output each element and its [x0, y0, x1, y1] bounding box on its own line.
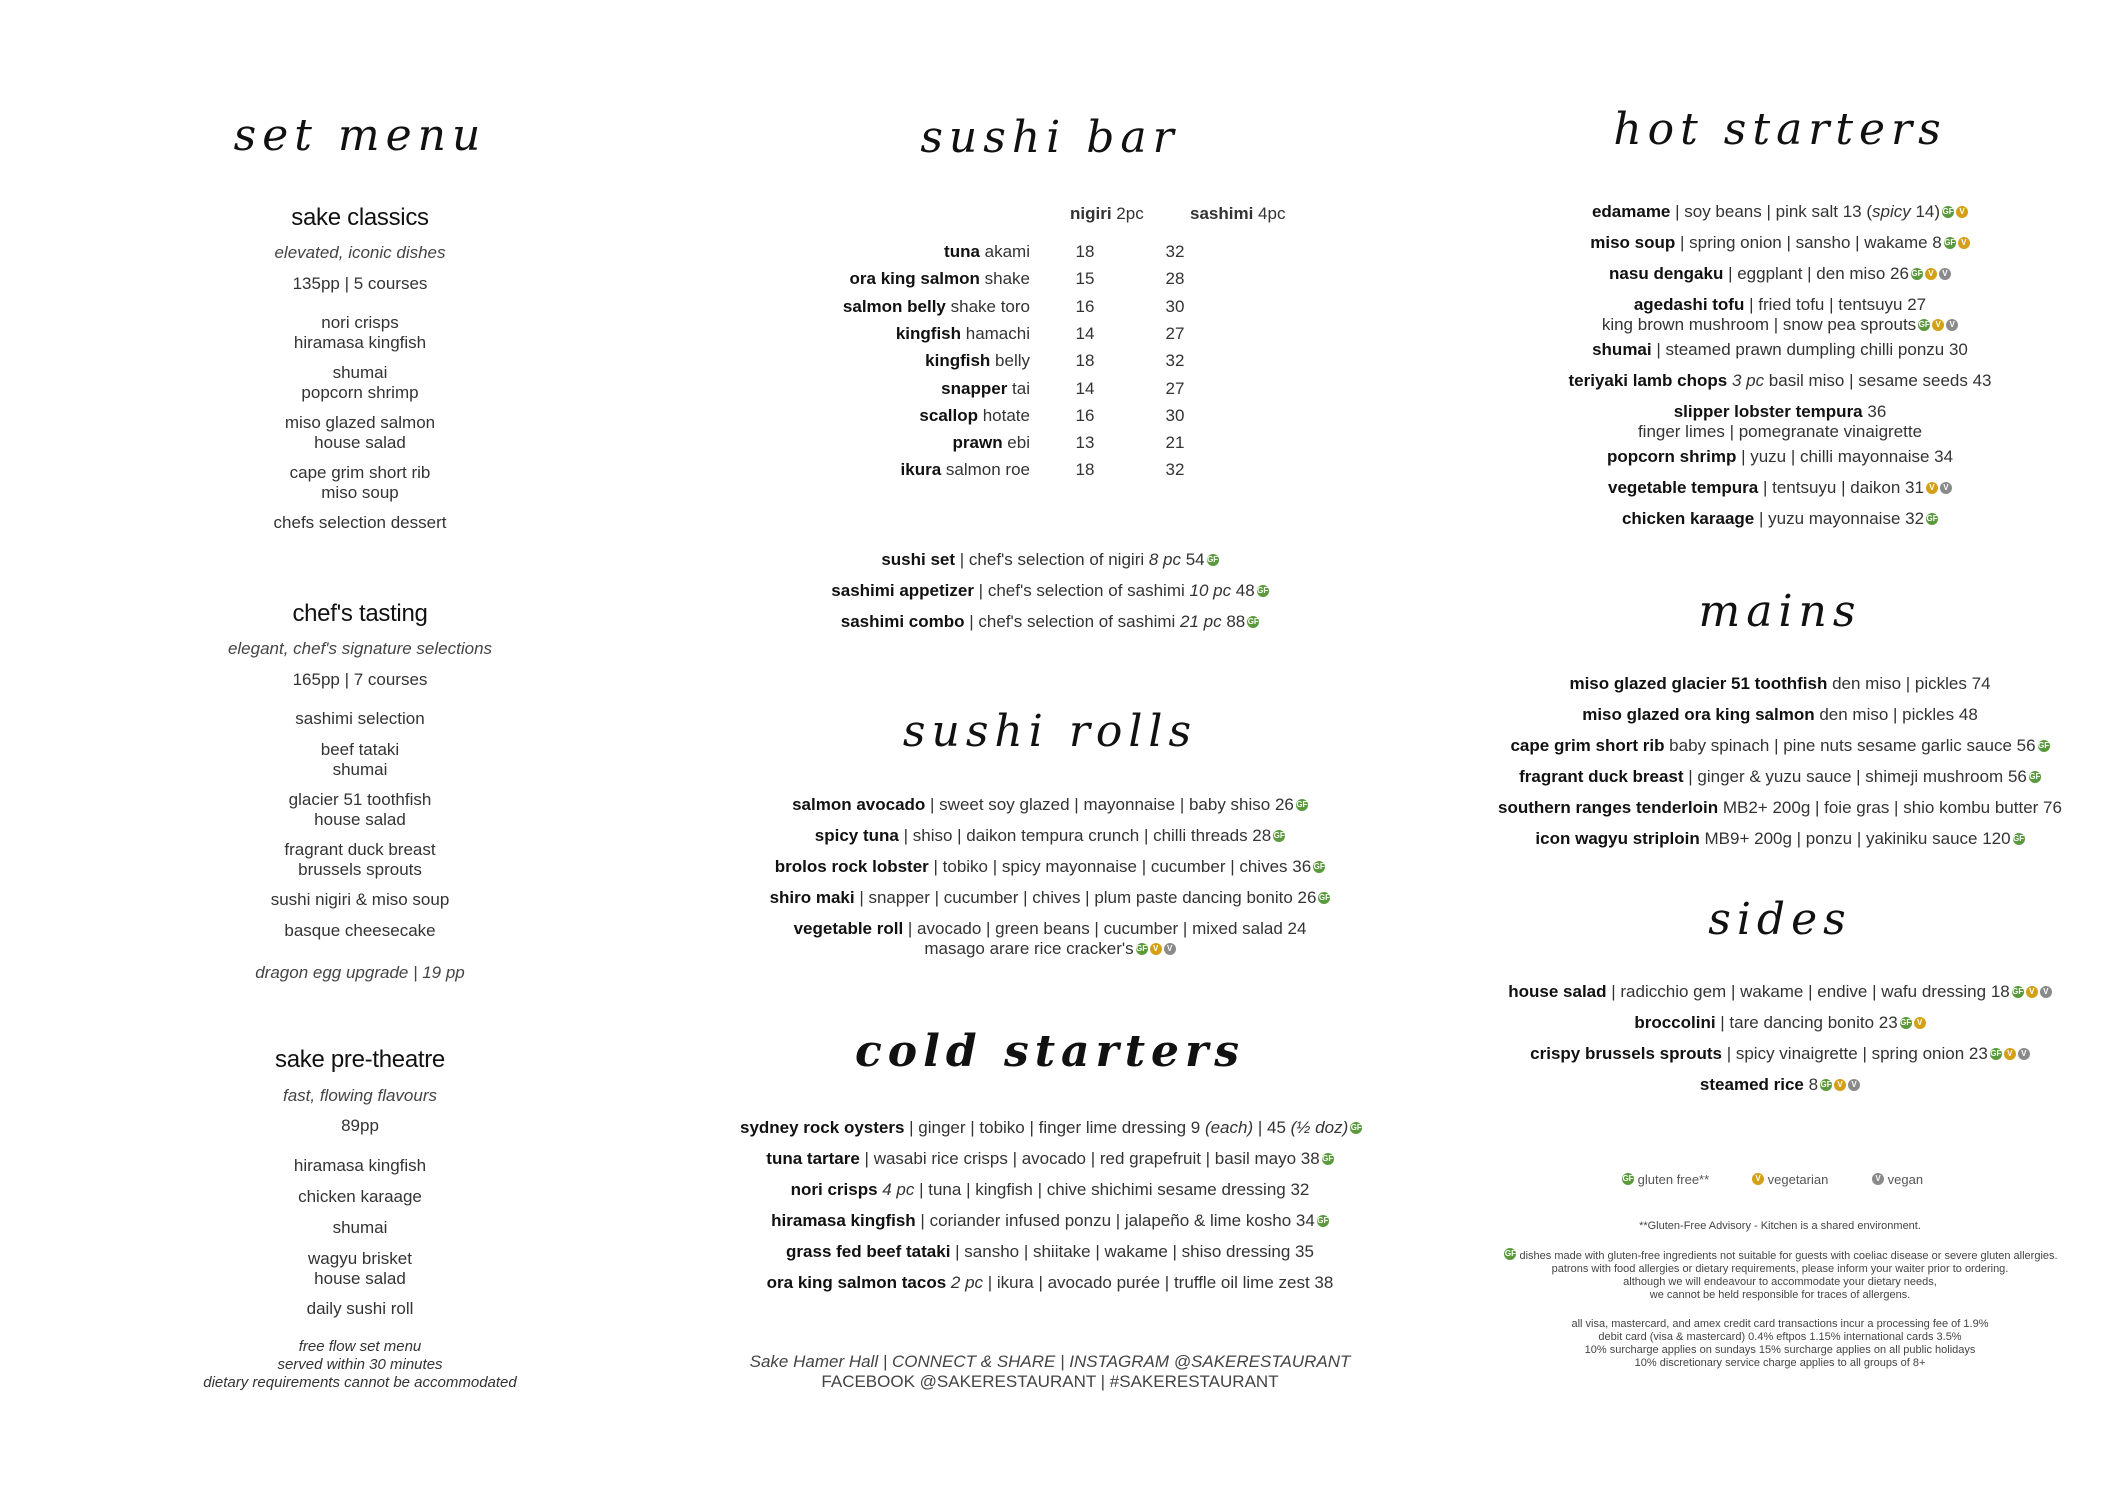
side-item: crispy brussels sprouts | spicy vinaigrette | spring onion 23 GF V V — [1460, 1044, 2100, 1064]
payment-line: debit card (visa & mastercard) 0.4% eftpos 1.15% international cards 3.5% — [1598, 1331, 1962, 1343]
course-item: shumai popcorn shrimp — [301, 363, 419, 402]
sashimi-price: 27 — [1165, 323, 1185, 343]
side-item: steamed rice 8 GF V V — [1460, 1075, 2100, 1095]
fish-name: kingfish hamachi — [895, 323, 1030, 343]
sake-classics-title: sake classics — [291, 204, 429, 231]
nigiri-price: 18 — [1075, 460, 1095, 480]
course-item: hiramasa kingfish — [293, 1156, 427, 1175]
vegetarian-icon: V — [1752, 1173, 1764, 1185]
allergy-notice — [1460, 1248, 2100, 1302]
chefs-tasting-tagline: elegant, chef's signature selections — [227, 639, 493, 658]
vegetarian-icon: V — [1926, 482, 1938, 494]
table-row — [740, 460, 1360, 482]
cold-starter-item: grass fed beef tataki | sansho | shiitake | wakame | shiso dressing 35 — [786, 1242, 1314, 1261]
gluten-free-icon: GF — [1273, 831, 1285, 840]
vegan-icon: V — [1940, 482, 1952, 494]
gluten-free-icon: GF — [1317, 1216, 1329, 1225]
vegan-icon: V — [1164, 943, 1176, 955]
cold-starter-item: nori crisps 4 pc | tuna | kingfish | chive shichimi sesame dressing 32 — [790, 1180, 1310, 1199]
roll-item: spicy tuna | shiso | daikon tempura crunch | chilli threads 28 GF — [814, 826, 1285, 845]
payment-line: 10% surcharge applies on sundays 15% surcharge applies on all public holidays — [1584, 1344, 1976, 1356]
hot-starters-heading: hot starters — [1613, 104, 1947, 155]
gluten-free-icon: GF — [1296, 800, 1308, 809]
sake-classics-tagline: elevated, iconic dishes — [274, 243, 446, 262]
gluten-free-icon: GF — [1504, 1249, 1516, 1258]
allergy-line: patrons with food allergies or dietary requirements, please inform your waiter prior to ordering. — [1551, 1263, 2009, 1275]
course-item: daily sushi roll — [306, 1299, 414, 1318]
gluten-free-icon: GF — [1207, 555, 1219, 564]
gluten-free-icon: GF — [1926, 514, 1938, 523]
side-item: house salad | radicchio gem | wakame | endive | wafu dressing 18 GF V V — [1460, 982, 2100, 1002]
social-footer — [740, 1352, 1360, 1392]
gluten-free-icon: GF — [1257, 586, 1269, 595]
hot-starter-item: vegetable tempura | tentsuyu | daikon 31 V V — [1460, 478, 2100, 498]
sashimi-price: 32 — [1165, 242, 1185, 261]
main-item: cape grim short rib baby spinach | pine nuts sesame garlic sauce 56 GF — [1510, 736, 2050, 755]
sashimi-price: 30 — [1165, 405, 1185, 425]
main-item: miso glazed glacier 51 toothfish den miso | pickles 74 — [1569, 674, 1991, 693]
vegetarian-icon: V — [2004, 1048, 2016, 1060]
nigiri-price: 16 — [1075, 405, 1095, 425]
table-row — [740, 406, 1360, 428]
legend-vegan: V vegan — [1870, 1172, 1923, 1187]
table-row — [740, 297, 1360, 319]
pre-theatre-tagline: fast, flowing flavours — [282, 1086, 437, 1105]
payment-notice — [1460, 1318, 2100, 1370]
sushi-set-item: sushi set | chef's selection of nigiri 8 pc 54 GF — [881, 550, 1219, 569]
cold-starters-heading: cold starters — [855, 1026, 1245, 1077]
cold-starter-item: hiramasa kingfish | coriander infused ponzu | jalapeño & lime kosho 34 GF — [771, 1211, 1329, 1230]
course-item: beef tataki shumai — [320, 740, 400, 779]
sashimi-price: 32 — [1165, 460, 1185, 480]
vegan-icon: V — [1872, 1173, 1884, 1185]
cold-starter-item: tuna tartare | wasabi rice crisps | avocado | red grapefruit | basil mayo 38 GF — [766, 1149, 1334, 1168]
main-item: southern ranges tenderloin MB2+ 200g | foie gras | shio kombu butter 76 — [1498, 798, 2062, 817]
main-item: miso glazed ora king salmon den miso | pickles 48 — [1582, 705, 1978, 724]
pre-theatre-price: 89pp — [341, 1116, 379, 1135]
sushi-set-item: sashimi appetizer | chef's selection of sashimi 10 pc 48 GF — [831, 581, 1269, 600]
gluten-free-icon: GF — [1318, 893, 1330, 902]
nigiri-column-header: nigiri 2pc — [1070, 204, 1144, 223]
hot-starter-item: chicken karaage | yuzu mayonnaise 32 GF — [1621, 509, 1938, 528]
course-item: wagyu brisket house salad — [308, 1249, 412, 1288]
fish-name: salmon belly shake toro — [842, 296, 1030, 316]
table-row — [740, 269, 1360, 291]
fish-name: snapper tai — [941, 378, 1030, 398]
gluten-free-icon: GF — [1622, 1174, 1634, 1183]
roll-item: brolos rock lobster | tobiko | spicy mayonnaise | cucumber | chives 36 GF — [774, 857, 1325, 876]
fish-name: kingfish belly — [925, 351, 1030, 371]
course-item: sashimi selection — [295, 709, 425, 728]
course-item: chicken karaage — [298, 1187, 422, 1206]
vegetarian-icon: V — [1925, 268, 1937, 280]
gluten-free-icon: GF — [1820, 1080, 1832, 1089]
side-item: broccolini | tare dancing bonito 23 GF V — [1460, 1013, 2100, 1033]
sake-classics-price: 135pp | 5 courses — [292, 274, 428, 293]
sides-heading: sides — [1708, 894, 1852, 945]
nigiri-price: 13 — [1075, 433, 1095, 453]
table-row — [740, 324, 1360, 346]
social-line-2: FACEBOOK @SAKERESTAURANT | #SAKERESTAURANT — [821, 1372, 1279, 1391]
sashimi-price: 32 — [1165, 351, 1185, 371]
roll-item: shiro maki | snapper | cucumber | chives | plum paste dancing bonito 26 GF — [769, 888, 1330, 907]
course-item: chefs selection dessert — [273, 513, 447, 532]
allergy-line: we cannot be held responsible for traces of allergens. — [1649, 1289, 1911, 1301]
sushi-bar-heading: sushi bar — [920, 112, 1180, 163]
roll-item: salmon avocado | sweet soy glazed | mayonnaise | baby shiso 26 GF — [792, 795, 1308, 814]
vegetarian-icon: V — [1958, 237, 1970, 249]
hot-starter-item: nasu dengaku | eggplant | den miso 26 GF V V — [1460, 264, 2100, 284]
course-item: shumai — [332, 1218, 388, 1237]
nigiri-price: 15 — [1075, 269, 1095, 289]
sashimi-column-header: sashimi 4pc — [1190, 204, 1286, 223]
fish-name: prawn ebi — [952, 433, 1030, 453]
dragon-egg-upgrade: dragon egg upgrade | 19 pp — [255, 963, 465, 982]
sushi-rolls-heading: sushi rolls — [902, 706, 1198, 757]
course-item: cape grim short rib miso soup — [289, 463, 431, 502]
hot-starter-item: teriyaki lamb chops 3 pc basil miso | sesame seeds 43 — [1568, 371, 1992, 390]
payment-line: all visa, mastercard, and amex credit card transactions incur a processing fee of 1.9% — [1571, 1318, 1989, 1330]
sushi-set-item: sashimi combo | chef's selection of sashimi 21 pc 88 GF — [840, 612, 1259, 631]
cold-starter-item: sydney rock oysters | ginger | tobiko | finger lime dressing 9 (each) | 45 (½ doz) GF — [740, 1118, 1362, 1137]
course-item: nori crisps hiramasa kingfish — [293, 313, 427, 352]
vegetarian-icon: V — [1914, 1017, 1926, 1029]
pre-theatre-title: sake pre-theatre — [275, 1046, 445, 1073]
fish-name: tuna akami — [944, 242, 1030, 261]
nigiri-price: 18 — [1075, 242, 1095, 261]
nigiri-price: 14 — [1075, 323, 1095, 343]
sashimi-price: 27 — [1165, 378, 1185, 398]
gluten-free-icon: GF — [2013, 834, 2025, 843]
hot-starter-item: miso soup | spring onion | sansho | wakame 8 GF V — [1460, 233, 2100, 253]
vegetarian-icon: V — [2026, 986, 2038, 998]
gluten-free-icon: GF — [1911, 269, 1923, 278]
vegetarian-icon: V — [1932, 319, 1944, 331]
roll-item: vegetable roll | avocado | green beans | cucumber | mixed salad 24 masago arare rice cracker's GF V V — [793, 919, 1307, 958]
hot-starter-item: edamame | soy beans | pink salt 13 (spicy 14) GF V — [1460, 202, 2100, 222]
table-row — [740, 379, 1360, 401]
note-line: dietary requirements cannot be accommodated — [203, 1374, 517, 1391]
hot-starter-item: agedashi tofu | fried tofu | tentsuyu 27 king brown mushroom | snow pea sprouts GF V V — [1460, 295, 2100, 335]
allergy-line: although we will endeavour to accommodate your dietary needs, — [1623, 1276, 1937, 1288]
mains-heading: mains — [1698, 586, 1862, 637]
main-item: icon wagyu striploin MB9+ 200g | ponzu | yakiniku sauce 120 GF — [1535, 829, 2025, 848]
chefs-tasting-price: 165pp | 7 courses — [292, 670, 428, 689]
gluten-free-icon: GF — [1322, 1154, 1334, 1163]
course-item: basque cheesecake — [284, 921, 436, 940]
hot-starter-item: slipper lobster tempura 36 finger limes | pomegranate vinaigrette — [1637, 402, 1923, 441]
hot-starter-item: shumai | steamed prawn dumpling chilli ponzu 30 — [1592, 340, 1968, 359]
gluten-free-icon: GF — [1247, 617, 1259, 626]
gluten-free-icon: GF — [1918, 320, 1930, 329]
gluten-advisory: **Gluten-Free Advisory - Kitchen is a shared environment. — [1639, 1220, 1921, 1232]
payment-line: 10% discretionary service charge applies to all groups of 8+ — [1634, 1357, 1926, 1369]
vegetarian-icon: V — [1834, 1079, 1846, 1091]
nigiri-price: 14 — [1075, 378, 1095, 398]
fish-name: ikura salmon roe — [900, 460, 1030, 480]
vegan-icon: V — [1946, 319, 1958, 331]
gluten-free-icon: GF — [2029, 772, 2041, 781]
vegetarian-icon: V — [1150, 943, 1162, 955]
fish-name: ora king salmon shake — [849, 269, 1030, 289]
main-item: fragrant duck breast | ginger & yuzu sauce | shimeji mushroom 56 GF — [1519, 767, 2041, 786]
vegan-icon: V — [1848, 1079, 1860, 1091]
sashimi-price: 28 — [1165, 269, 1185, 289]
gluten-free-icon: GF — [1136, 944, 1148, 953]
table-row — [740, 242, 1360, 264]
course-item: glacier 51 toothfish house salad — [288, 790, 432, 829]
set-menu-heading: set menu — [233, 110, 487, 161]
gluten-free-icon: GF — [1942, 207, 1954, 216]
course-item: miso glazed salmon house salad — [284, 413, 436, 452]
gluten-free-icon: GF — [1313, 862, 1325, 871]
sashimi-price: 21 — [1165, 433, 1185, 453]
vegetarian-icon: V — [1956, 206, 1968, 218]
table-row — [740, 433, 1360, 455]
note-line: served within 30 minutes — [277, 1356, 443, 1373]
sashimi-price: 30 — [1165, 296, 1185, 316]
gluten-free-icon: GF — [2037, 741, 2050, 750]
legend-gluten-free: GF gluten free** — [1622, 1172, 1710, 1187]
vegan-icon: V — [2040, 986, 2052, 998]
chefs-tasting-title: chef's tasting — [292, 600, 428, 627]
legend-vegetarian: V vegetarian — [1750, 1172, 1828, 1187]
course-item: fragrant duck breast brussels sprouts — [284, 840, 436, 879]
gluten-free-icon: GF — [1350, 1123, 1362, 1132]
fish-name: scallop hotate — [919, 405, 1030, 425]
social-line-1: Sake Hamer Hall | CONNECT & SHARE | INSTAGRAM @SAKERESTAURANT — [749, 1352, 1351, 1371]
table-row — [740, 351, 1360, 373]
gluten-free-icon: GF — [1990, 1049, 2002, 1058]
cold-starter-item: ora king salmon tacos 2 pc | ikura | avocado purée | truffle oil lime zest 38 — [766, 1273, 1334, 1292]
vegan-icon: V — [2018, 1048, 2030, 1060]
course-item: sushi nigiri & miso soup — [270, 890, 450, 909]
gluten-free-icon: GF — [2012, 987, 2024, 996]
gluten-free-icon: GF — [1944, 238, 1956, 247]
note-line: free flow set menu — [298, 1338, 422, 1355]
pre-theatre-notes — [180, 1338, 540, 1392]
allergy-line: GF dishes made with gluten-free ingredients not suitable for guests with coeliac disease or severe gluten allergies. — [1504, 1249, 2058, 1262]
nigiri-price: 16 — [1075, 296, 1095, 316]
vegan-icon: V — [1939, 268, 1951, 280]
gluten-free-icon: GF — [1900, 1018, 1912, 1027]
hot-starter-item: popcorn shrimp | yuzu | chilli mayonnaise 34 — [1606, 447, 1954, 466]
nigiri-price: 18 — [1075, 351, 1095, 371]
